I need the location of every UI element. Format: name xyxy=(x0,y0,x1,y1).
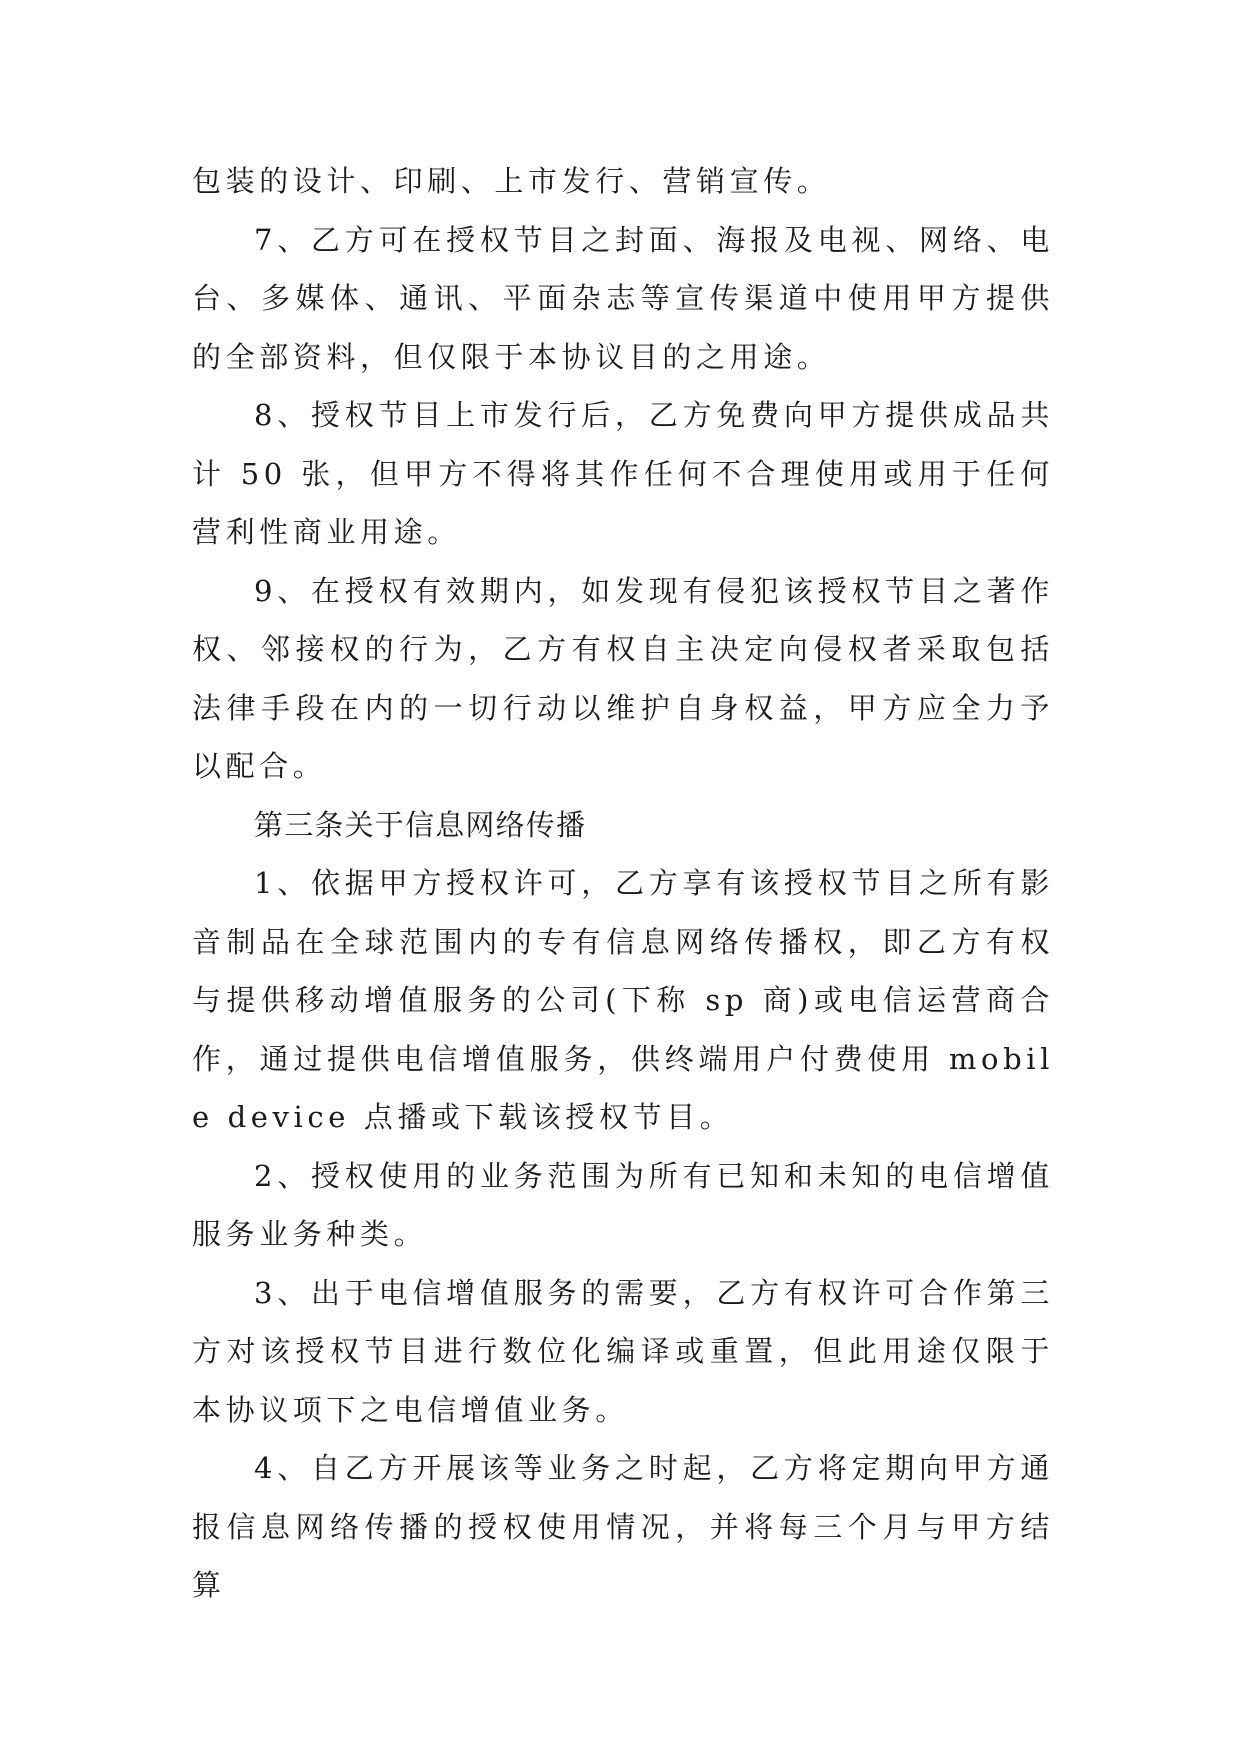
paragraph-clause-9: 9、在授权有效期内，如发现有侵犯该授权节目之著作权、邻接权的行为，乙方有权自主决定向侵权者采取包括法律手段在内的一切行动以维护自身权益，甲方应全力予以配合。 xyxy=(192,573,1054,783)
paragraph-clause-8: 8、授权节目上市发行后，乙方免费向甲方提供成品共计 50 张，但甲方不得将其作任何不合理使用或用于任何营利性商业用途。 xyxy=(192,398,1054,549)
section-heading-article-3: 第三条关于信息网络传播 xyxy=(254,807,587,842)
paragraph-article-3-clause-1: 1、依据甲方授权许可，乙方享有该授权节目之所有影音制品在全球范围内的专有信息网络传播权，即乙方有权与提供移动增值服务的公司(下称 sp 商)或电信运营商合作，通过提供电信增值服务，供终端用户付费使用 mobile device 点播或下载该授权节目。 xyxy=(192,866,1054,1134)
paragraph-continuation: 包装的设计、印刷、上市发行、营销宣传。 xyxy=(192,164,831,198)
paragraph-article-3-clause-2: 2、授权使用的业务范围为所有已知和未知的电信增值服务业务种类。 xyxy=(192,1158,1054,1251)
paragraph-article-3-clause-4: 4、自乙方开展该等业务之时起，乙方将定期向甲方通报信息网络传播的授权使用情况，并将每三个月与甲方结算 xyxy=(192,1451,1054,1602)
paragraph-clause-7: 7、乙方可在授权节目之封面、海报及电视、网络、电台、多媒体、通讯、平面杂志等宣传渠道中使用甲方提供的全部资料，但仅限于本协议目的之用途。 xyxy=(192,222,1054,374)
paragraph-article-3-clause-3: 3、出于电信增值服务的需要，乙方有权许可合作第三方对该授权节目进行数位化编译或重置，但此用途仅限于本协议项下之电信增值业务。 xyxy=(192,1275,1054,1427)
document-body xyxy=(192,152,1054,1615)
